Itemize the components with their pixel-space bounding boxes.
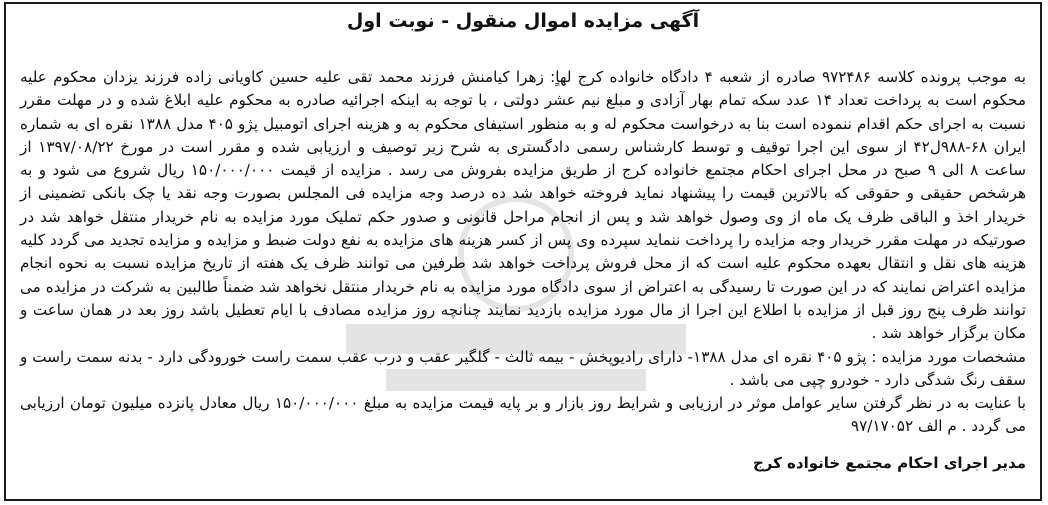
notice-paragraph-main: به موجب پرونده کلاسه ۹۷۲۴۸۶ صادره از شعبه ۴ دادگاه خانواده کرج لهاٍ: زهرا کیامنش فرزند محمد تقی علیه حسین کاویانی زاده فرزند یزدان محکوم علیه محکوم است به پرداخت تعداد ۱۴ عدد سکه تمام بهار آزادی و مبلغ نیم عشر دولتی ، با توجه به اینکه اجرائیه صادره به محکوم علیه ابلاغ شده و در مهلت مقرر نسبت به اجرای حکم اقدام ننموده است بنا به درخواست محکوم له و به منظور استیفای محکوم به و هزینه اجرای اتومبیل پژو ۴۰۵ مدل ۱۳۸۸ نقره ای به شماره ایران ۶۸-۹۸۸ل۴۲ از سوی این اجرا توقیف و توسط کارشناس رسمی دادگستری به شرح زیر توصیف و ارزیابی شده و مقرر است در مورخ ۱۳۹۷/۰۸/۲۲ از ساعت ۸ الی ۹ صبح در محل اجرای احکام مجتمع خانواده کرج از طریق مزایده بفروش می رسد . مزایده از قیمت ۱۵۰/۰۰۰/۰۰۰ ریال شروع می شود و به هرشخص حقیقی و حقوقی که بالاترین قیمت را پیشنهاد نماید فروخته خواهد شد ده درصد وجه مزایده فی المجلس بصورت وجه نقد یا چک بانکی تضمینی از خریدار اخذ و الباقی ظرف یک ماه از وی وصول خواهد شد و پس از انجام مراحل قانونی و صدور حکم تملیک مورد مزایده به نام خریدار منتقل خواهد شد در صورتیکه در مهلت مقرر خریدار وجه مزایده را پرداخت ننماید سپرده وی پس از کسر هزینه های مزایده به نفع دولت ضبط و مزایده و مزایده تجدید می گردد کلیه هزینه های نقل و انتقال بعهده محکوم علیه است که از محل فروش پرداخت خواهد شد طرفین می توانند ظرف یک هفته از تاریخ مزایده نسبت به نحوه انجام مزایده اعتراض نمایند که در این صورت تا رسیدگی به اعتراض از سوی دادگاه مورد مزایده به نام خریدار منتقل نخواهد شد ضمناً طالبین به شرکت در مزایده می توانند ظرف پنج روز قبل از مزایده با اطلاع این اجرا از مال مورد مزایده بازدید نمایند چنانچه روز مزایده مصادف با ایام تعطیل باشد روز بعد در همان ساعت و مکان برگزار خواهد شد . bbox=[20, 68, 1026, 343]
notice-paragraph-valuation: با عنایت به در نظر گرفتن سایر عوامل موثر در ارزیابی و شرایط روز بازار و بر پایه قیمت مزایده به مبلغ ۱۵۰/۰۰۰/۰۰۰ ریال معادل پانزده میلیون تومان ارزیابی می گردد . م الف ۹۷/۱۷۰۵۲ bbox=[20, 394, 1026, 436]
notice-body bbox=[20, 66, 1026, 439]
notice-signature: مدیر اجرای احکام مجتمع خانواده کرج bbox=[752, 454, 1026, 472]
notice-frame bbox=[4, 2, 1042, 501]
notice-title: آگهی مزایده اموال منقول - نوبت اول bbox=[346, 10, 700, 32]
notice-paragraph-specs: مشخصات مورد مزایده : پژو ۴۰۵ نقره ای مدل ۱۳۸۸- دارای رادیوپخش - بیمه ثالث - گلگیر عقب و درب عقب سمت راست خورودگی دارد - بدنه سمت راست و سقف رنگ شدگی دارد - خودرو چپی می باشد . bbox=[20, 347, 1026, 389]
